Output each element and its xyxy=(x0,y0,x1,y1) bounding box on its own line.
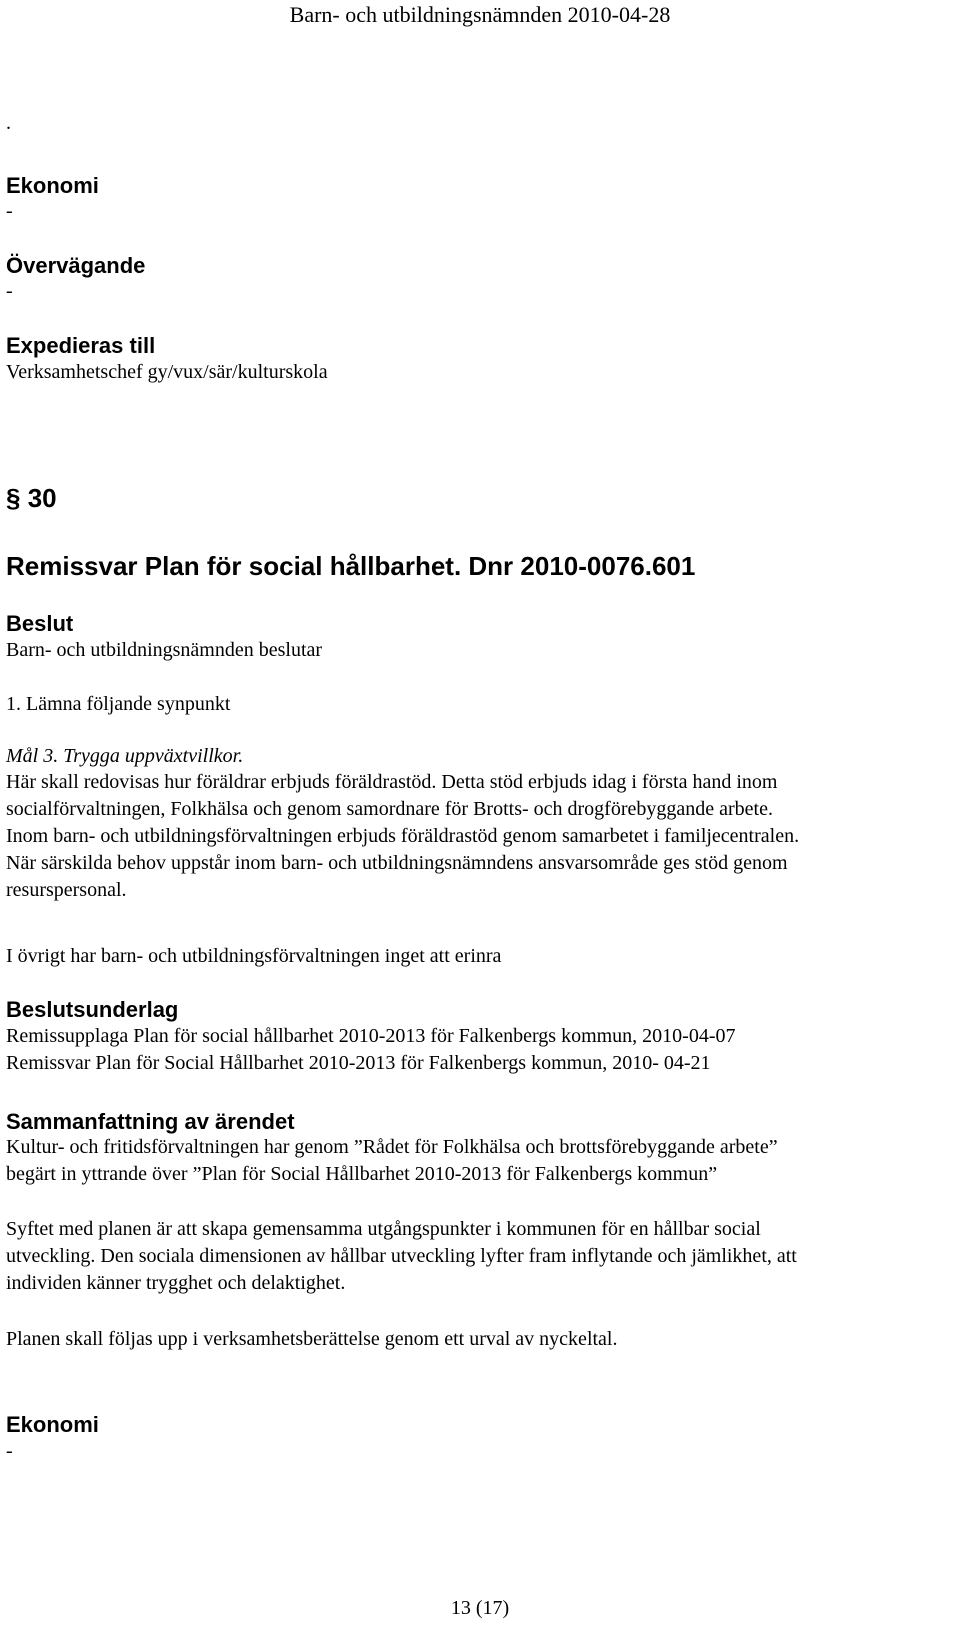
beslut-heading: Beslut xyxy=(6,611,74,636)
underlag-heading: Beslutsunderlag xyxy=(6,997,179,1022)
expedieras-heading: Expedieras till xyxy=(6,333,156,358)
section-symbol: § xyxy=(6,483,21,513)
underlag-line-1: Remissupplaga Plan för social hållbarhet 2010-2013 för Falkenbergs kommun, 2010-04-07 xyxy=(6,1025,736,1047)
stray-dot: . xyxy=(6,112,11,134)
body-line-1: Här skall redovisas hur föräldrar erbjuds föräldrastöd. Detta stöd erbjuds idag i första hand inom xyxy=(6,771,778,793)
overvagande-value: - xyxy=(6,280,13,302)
body-line-5: resurspersonal. xyxy=(6,879,127,901)
planen-text: Planen skall följas upp i verksamhetsberättelse genom ett urval av nyckeltal. xyxy=(6,1328,618,1350)
syftet-line-1: Syftet med planen är att skapa gemensamma utgångspunkter i kommunen för en hållbar social xyxy=(6,1218,761,1240)
section-number-value: 30 xyxy=(27,483,57,513)
ekonomi-heading: Ekonomi xyxy=(6,173,99,198)
page-header: Barn- och utbildningsnämnden 2010-04-28 xyxy=(289,2,671,27)
body-line-2: socialförvaltningen, Folkhälsa och genom samordnare för Brotts- och drogförebyggande arbete. xyxy=(6,798,773,820)
ekonomi-heading-2: Ekonomi xyxy=(6,1412,99,1437)
ekonomi-value: - xyxy=(6,200,13,222)
ovrigt-text: I övrigt har barn- och utbildningsförvaltningen inget att erinra xyxy=(6,945,502,967)
overvagande-heading: Övervägande xyxy=(6,253,146,278)
body-line-3: Inom barn- och utbildningsförvaltningen erbjuds föräldrastöd genom samarbetet i familjecentralen. xyxy=(6,825,800,847)
beslut-text: Barn- och utbildningsnämnden beslutar xyxy=(6,639,323,661)
point-text: 1. Lämna följande synpunkt xyxy=(6,693,231,715)
underlag-line-2: Remissvar Plan för Social Hållbarhet 2010-2013 för Falkenbergs kommun, 2010- 04-21 xyxy=(6,1052,711,1074)
section-title: Remissvar Plan för social hållbarhet. Dnr 2010-0076.601 xyxy=(6,551,696,581)
syftet-line-3: individen känner trygghet och delaktighet. xyxy=(6,1272,346,1294)
sammanfattning-heading: Sammanfattning av ärendet xyxy=(6,1109,295,1134)
sammanfattning-line-2: begärt in yttrande över ”Plan för Social Hållbarhet 2010-2013 för Falkenbergs kommun” xyxy=(6,1163,718,1185)
ekonomi-value-2: - xyxy=(6,1440,13,1462)
syftet-line-2: utveckling. Den sociala dimensionen av hållbar utveckling lyfter fram inflytande och jämlikhet, att xyxy=(6,1245,797,1267)
body-line-4: När särskilda behov uppstår inom barn- och utbildningsnämndens ansvarsområde ges stöd genom xyxy=(6,852,788,874)
sammanfattning-line-1: Kultur- och fritidsförvaltningen har genom ”Rådet för Folkhälsa och brottsförebyggande arbete” xyxy=(6,1136,778,1158)
page-number: 13 (17) xyxy=(450,1597,510,1619)
goal-text: Mål 3. Trygga uppväxtvillkor. xyxy=(6,745,244,767)
expedieras-value: Verksamhetschef gy/vux/sär/kulturskola xyxy=(6,361,328,383)
section-number xyxy=(6,483,57,514)
